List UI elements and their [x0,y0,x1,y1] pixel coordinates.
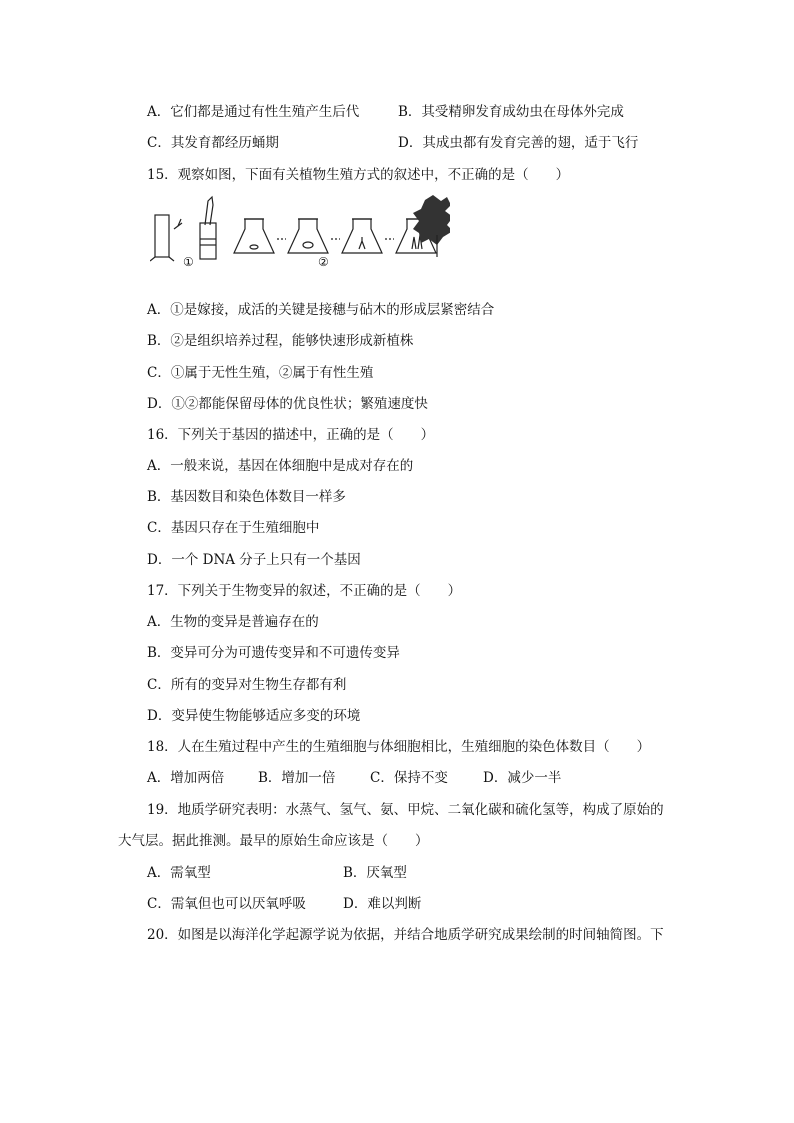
figure-label-2: ② [318,255,329,269]
q18-option-b: B．增加一倍 [258,770,336,786]
q16-option-c: C．基因只存在于生殖细胞中 [147,520,320,536]
q17-option-b: B．变异可分为可遗传变异和不可遗传变异 [147,645,400,661]
q19-option-a: A．需氧型 [147,865,211,881]
plant-propagation-illustration [150,195,450,273]
flask-1 [234,219,274,253]
q17-option-c: C．所有的变异对生物生存都有利 [147,677,347,693]
q19-option-b: B．厌氧型 [343,865,407,881]
stock-stump-shape [155,215,169,257]
q19-stem-line1: 19．地质学研究表明：水蒸气、氢气、氨、甲烷、二氧化碳和硫化氢等，构成了原始的 [147,802,664,818]
q15-figure [150,195,450,273]
figure-label-1: ① [183,255,194,269]
q17-option-d: D．变异使生物能够适应多变的环境 [147,708,361,724]
q19-option-c: C．需氧但也可以厌氧呼吸 [147,896,306,912]
q20-stem-line1: 20．如图是以海洋化学起源学说为依据，并结合地质学研究成果绘制的时间轴简图。下 [147,927,664,943]
q17-option-a: A．生物的变异是普遍存在的 [147,614,319,630]
q16-stem: 16．下列关于基因的描述中，正确的是（ ） [147,427,435,443]
q16-option-a: A．一般来说，基因在体细胞中是成对存在的 [147,458,414,474]
q14-option-a: A．它们都是通过有性生殖产生后代 [147,104,360,120]
q17-stem: 17．下列关于生物变异的叙述，不正确的是（ ） [147,583,462,599]
q19-stem-line2: 大气层。据此推测。最早的原始生命应该是（ ） [118,833,429,849]
q18-stem: 18．人在生殖过程中产生的生殖细胞与体细胞相比，生殖细胞的染色体数目（ ） [147,739,651,755]
q18-option-d: D．减少一半 [483,770,562,786]
q15-option-d: D．①②都能保留母体的优良性状；繁殖速度快 [147,396,428,412]
flask-3 [342,219,382,253]
q14-option-c: C．其发育都经历蛹期 [147,135,279,151]
q18-option-c: C．保持不变 [370,770,448,786]
q15-stem: 15．观察如图，下面有关植物生殖方式的叙述中，不正确的是（ ） [147,167,570,183]
flask-2 [288,219,328,253]
scion-shape [205,197,213,225]
q15-option-b: B．②是组织培养过程，能够快速形成新植株 [147,333,414,349]
q14-option-b: B．其受精卵发育成幼虫在母体外完成 [398,104,624,120]
q19-option-d: D．难以判断 [343,896,422,912]
q14-option-d: D．其成虫都有发育完善的翅，适于飞行 [398,135,639,151]
grafted-stock-shape [200,223,216,259]
q15-option-a: A．①是嫁接，成活的关键是接穗与砧木的形成层紧密结合 [147,302,495,318]
q16-option-d: D．一个 DNA 分子上只有一个基因 [147,552,361,568]
q18-option-a: A．增加两倍 [147,770,225,786]
q15-option-c: C．①属于无性生殖，②属于有性生殖 [147,365,374,381]
q16-option-b: B．基因数目和染色体数目一样多 [147,489,346,505]
